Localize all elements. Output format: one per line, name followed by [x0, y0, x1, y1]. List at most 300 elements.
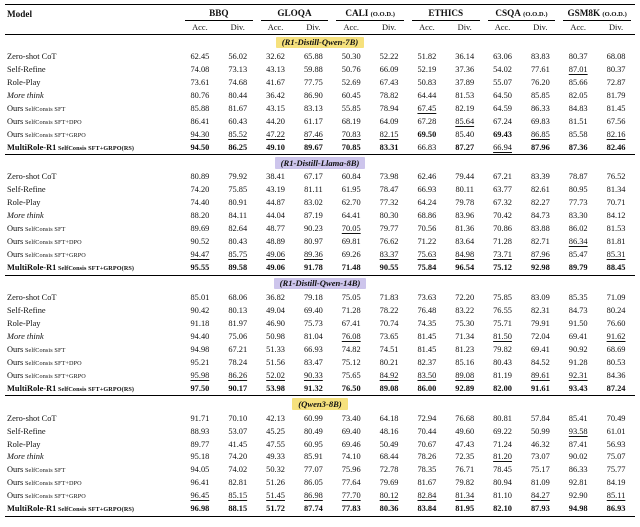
metric-value: 84.73: [568, 306, 588, 315]
metric-cell: [521, 184, 559, 197]
metric-cell: [219, 490, 257, 503]
metric-cell: [181, 382, 219, 395]
metric-value: 81.09: [530, 478, 550, 488]
metric-cell: [181, 477, 219, 490]
metric-value: 48.16: [379, 426, 399, 436]
metric-cell: [294, 50, 332, 63]
metric-value: 81.11: [304, 185, 323, 195]
metric-cell: [446, 438, 484, 451]
metric-cell: [181, 451, 219, 464]
metric-cell: [219, 76, 257, 89]
metric-cell: [484, 438, 522, 451]
metric-cell: [446, 89, 484, 102]
metric-value: 72.20: [455, 293, 475, 303]
table-row: [5, 451, 635, 464]
metric-value: 53.98: [266, 383, 285, 393]
metric-value: 59.88: [303, 64, 323, 74]
metric-cell: [257, 223, 295, 236]
metric-cell: [219, 50, 257, 63]
metric-cell: [521, 305, 559, 318]
metric-value: 94.47: [190, 250, 210, 260]
metric-cell: [219, 249, 257, 262]
metric-cell: [559, 63, 597, 76]
metric-value: 69.22: [493, 426, 512, 436]
metric-value: 80.94: [493, 478, 512, 488]
acc-subheader: Acc.: [343, 22, 360, 32]
metric-cell: [559, 412, 597, 425]
metric-value: 50.99: [530, 426, 550, 436]
row-label: [5, 223, 181, 236]
metric-cell: [370, 184, 408, 197]
metric-cell: [484, 76, 522, 89]
metric-value: 76.08: [341, 331, 361, 341]
metric-cell: [484, 141, 522, 154]
table-row: [5, 305, 635, 318]
metric-cell: [408, 63, 446, 76]
metric-value: 74.40: [190, 198, 210, 208]
row-label-subscript: SelfConsis SFT+GRPO(RS): [56, 506, 135, 514]
metric-cell: [484, 451, 522, 464]
metric-value: 89.77: [190, 439, 210, 449]
col-header-csqa: [484, 5, 560, 22]
metric-cell: [332, 63, 370, 76]
metric-cell: [219, 197, 257, 210]
metric-cell: [484, 343, 522, 356]
metric-cell: [332, 477, 370, 490]
metric-value: 86.34: [568, 237, 588, 247]
metric-value: 93.58: [568, 426, 588, 436]
metric-cell: [257, 369, 295, 382]
metric-value: 88.45: [606, 263, 626, 273]
table-row: [5, 63, 635, 76]
metric-value: 95.55: [190, 263, 210, 273]
metric-value: 86.25: [228, 142, 248, 152]
metric-value: 69.41: [568, 331, 588, 341]
metric-cell: [559, 50, 597, 63]
metric-cell: [597, 141, 635, 154]
metric-value: 82.31: [530, 306, 550, 315]
metric-cell: [332, 369, 370, 382]
metric-value: 60.95: [303, 439, 323, 449]
metric-cell: [370, 477, 408, 490]
metric-value: 94.98: [568, 504, 588, 514]
metric-cell: [257, 382, 295, 395]
metric-cell: [370, 197, 408, 210]
metric-value: 32.62: [266, 51, 285, 61]
metric-cell: [597, 184, 635, 197]
metric-value: 74.68: [228, 77, 248, 87]
metric-cell: [559, 464, 597, 477]
metric-cell: [484, 262, 522, 275]
col-label: BBQ: [209, 8, 229, 18]
metric-cell: [294, 115, 332, 128]
row-label-subscript: SelfConsis SFT+DPO: [23, 118, 82, 126]
metric-value: 44.20: [266, 116, 285, 126]
metric-value: 69.40: [341, 426, 361, 436]
metric-cell: [408, 318, 446, 331]
group-name-badge: (R1-Distill-Qwen-7B): [276, 37, 364, 48]
metric-cell: [370, 343, 408, 356]
metric-cell: [257, 412, 295, 425]
metric-cell: [521, 330, 559, 343]
metric-cell: [332, 184, 370, 197]
metric-cell: [294, 210, 332, 223]
metric-value: 70.56: [417, 224, 437, 234]
metric-cell: [181, 464, 219, 477]
metric-cell: [181, 197, 219, 210]
metric-value: 82.46: [606, 142, 626, 152]
metric-cell: [408, 382, 446, 395]
metric-cell: [257, 197, 295, 210]
metric-cell: [332, 318, 370, 331]
row-label: [5, 236, 181, 249]
metric-cell: [332, 249, 370, 262]
metric-cell: [181, 369, 219, 382]
metric-cell: [597, 382, 635, 395]
div-subheader: Div.: [230, 22, 245, 32]
metric-value: 85.01: [190, 293, 210, 303]
metric-value: 60.99: [303, 413, 323, 423]
metric-cell: [332, 412, 370, 425]
metric-value: 89.08: [379, 383, 399, 393]
metric-value: 91.28: [568, 357, 588, 367]
group-header-row: [5, 275, 635, 291]
metric-cell: [408, 451, 446, 464]
metric-value: 64.24: [417, 198, 437, 208]
metric-cell: [181, 171, 219, 184]
metric-value: 41.45: [228, 439, 248, 449]
metric-value: 84.83: [568, 103, 588, 113]
metric-cell: [521, 102, 559, 115]
metric-value: 67.41: [341, 318, 361, 328]
row-label-text: Ours: [7, 250, 24, 260]
metric-cell: [484, 63, 522, 76]
table-row: [5, 102, 635, 115]
metric-cell: [181, 438, 219, 451]
row-label: [5, 343, 181, 356]
metric-cell: [521, 464, 559, 477]
metric-value: 37.89: [455, 77, 475, 87]
metric-cell: [332, 197, 370, 210]
metric-cell: [219, 223, 257, 236]
metric-value: 79.18: [303, 293, 323, 303]
row-label-text: Self-Refine: [7, 306, 46, 315]
metric-value: 69.81: [341, 237, 361, 247]
metric-value: 80.91: [228, 198, 248, 208]
metric-value: 67.21: [493, 172, 512, 182]
metric-cell: [559, 184, 597, 197]
metric-value: 92.31: [568, 370, 588, 380]
metric-value: 75.84: [417, 263, 437, 273]
metric-cell: [332, 76, 370, 89]
table-row: [5, 438, 635, 451]
metric-value: 64.18: [379, 413, 399, 423]
row-label-text: MultiRole-R1: [7, 142, 57, 152]
metric-cell: [370, 236, 408, 249]
metric-value: 80.11: [455, 185, 474, 195]
row-label-text: Self-Refine: [7, 185, 46, 195]
metric-cell: [257, 330, 295, 343]
metric-value: 78.45: [493, 465, 512, 475]
metric-cell: [294, 369, 332, 382]
metric-value: 70.49: [606, 413, 626, 423]
metric-cell: [181, 115, 219, 128]
metric-value: 76.52: [606, 172, 626, 182]
metric-value: 46.90: [266, 318, 285, 328]
metric-value: 83.64: [455, 237, 475, 247]
metric-value: 87.74: [303, 504, 323, 514]
metric-value: 85.31: [606, 250, 626, 260]
metric-cell: [370, 382, 408, 395]
metric-cell: [597, 425, 635, 438]
table-row: [5, 292, 635, 305]
metric-value: 74.20: [190, 185, 210, 195]
row-label-text: Ours: [7, 224, 24, 234]
metric-cell: [332, 102, 370, 115]
metric-cell: [484, 382, 522, 395]
metric-cell: [294, 262, 332, 275]
metric-value: 53.07: [228, 426, 248, 436]
metric-cell: [257, 305, 295, 318]
row-label-text: Role-Play: [7, 318, 41, 328]
metric-cell: [294, 223, 332, 236]
metric-cell: [521, 438, 559, 451]
metric-value: 92.81: [568, 478, 588, 488]
metric-cell: [597, 249, 635, 262]
metric-cell: [219, 102, 257, 115]
metric-cell: [257, 249, 295, 262]
metric-cell: [484, 292, 522, 305]
metric-value: 85.41: [568, 413, 588, 423]
metric-cell: [181, 262, 219, 275]
metric-value: 94.98: [190, 344, 210, 354]
metric-value: 80.36: [379, 504, 399, 514]
metric-value: 96.54: [455, 263, 475, 273]
metric-value: 68.19: [341, 116, 361, 126]
metric-cell: [294, 477, 332, 490]
metric-cell: [370, 503, 408, 516]
metric-cell: [559, 197, 597, 210]
metric-value: 62.45: [190, 51, 210, 61]
metric-cell: [597, 262, 635, 275]
metric-cell: [257, 490, 295, 503]
metric-value: 50.49: [379, 439, 399, 449]
metric-value: 78.24: [228, 357, 248, 367]
metric-cell: [332, 425, 370, 438]
metric-value: 79.78: [455, 198, 475, 208]
acc-subheader: Acc.: [494, 22, 511, 32]
row-label-subscript: SelfConsis SFT+GRPO: [23, 252, 86, 260]
group-header-cell: [5, 396, 635, 412]
metric-cell: [521, 50, 559, 63]
metric-cell: [521, 292, 559, 305]
metric-cell: [559, 382, 597, 395]
metric-cell: [257, 102, 295, 115]
metric-value: 60.45: [341, 90, 361, 100]
results-table: [5, 4, 635, 517]
metric-value: 76.48: [417, 306, 437, 315]
metric-value: 69.26: [341, 250, 361, 260]
metric-cell: [332, 305, 370, 318]
metric-value: 81.67: [228, 103, 248, 113]
metric-cell: [446, 236, 484, 249]
metric-value: 86.41: [190, 116, 210, 126]
metric-value: 84.73: [530, 211, 550, 221]
metric-value: 85.11: [606, 491, 626, 501]
metric-cell: [484, 318, 522, 331]
div-subheader: Div.: [533, 22, 548, 32]
metric-cell: [446, 477, 484, 490]
metric-value: 94.05: [190, 465, 210, 475]
metric-cell: [370, 262, 408, 275]
metric-value: 89.36: [303, 250, 323, 260]
metric-cell: [446, 464, 484, 477]
metric-value: 80.37: [606, 64, 626, 74]
metric-value: 82.84: [417, 491, 437, 501]
metric-cell: [294, 343, 332, 356]
col-header-gloqa-rule: [261, 6, 329, 21]
metric-value: 85.16: [455, 357, 475, 367]
metric-value: 42.13: [266, 413, 285, 423]
metric-value: 87.27: [455, 142, 475, 152]
metric-value: 50.30: [341, 51, 361, 61]
metric-cell: [559, 343, 597, 356]
metric-cell: [446, 318, 484, 331]
metric-value: 89.79: [568, 263, 588, 273]
col-header-csqa-rule: [488, 6, 556, 21]
metric-cell: [446, 128, 484, 141]
metric-value: 70.10: [228, 413, 248, 423]
metric-value: 71.28: [341, 306, 361, 315]
metric-cell: [219, 236, 257, 249]
metric-value: 81.04: [303, 331, 323, 341]
metric-value: 83.31: [379, 142, 399, 152]
metric-value: 67.45: [417, 103, 437, 113]
div-subheader: Div.: [306, 22, 321, 32]
metric-cell: [332, 50, 370, 63]
metric-cell: [219, 305, 257, 318]
metric-value: 72.35: [455, 452, 475, 462]
metric-value: 94.30: [190, 129, 210, 139]
table-row: [5, 128, 635, 141]
metric-value: 76.20: [530, 77, 550, 87]
metric-value: 50.98: [266, 331, 285, 341]
metric-value: 89.67: [303, 142, 323, 152]
metric-cell: [446, 490, 484, 503]
metric-value: 68.44: [379, 452, 399, 462]
metric-cell: [484, 197, 522, 210]
metric-value: 37.36: [455, 64, 475, 74]
metric-cell: [219, 330, 257, 343]
col-header-ethics: [408, 5, 484, 22]
metric-cell: [446, 115, 484, 128]
metric-value: 77.07: [303, 465, 323, 475]
metric-value: 85.66: [568, 77, 588, 87]
group-name-badge: (R1-Distill-Qwen-14B): [274, 278, 367, 289]
metric-value: 71.48: [341, 263, 361, 273]
row-label-text: MultiRole-R1: [7, 504, 57, 514]
metric-value: 57.84: [530, 413, 550, 423]
metric-value: 43.13: [266, 64, 285, 74]
metric-value: 70.42: [493, 211, 512, 221]
row-label: [5, 292, 181, 305]
metric-value: 67.43: [379, 77, 399, 87]
metric-cell: [408, 464, 446, 477]
row-label: [5, 305, 181, 318]
metric-cell: [219, 503, 257, 516]
metric-value: 87.41: [568, 439, 588, 449]
metric-value: 68.69: [606, 344, 626, 354]
metric-value: 82.05: [568, 90, 588, 100]
metric-value: 96.45: [190, 491, 210, 501]
metric-cell: [219, 382, 257, 395]
metric-cell: [559, 171, 597, 184]
metric-cell: [332, 223, 370, 236]
metric-cell: [446, 330, 484, 343]
metric-cell: [294, 425, 332, 438]
metric-cell: [446, 197, 484, 210]
metric-value: 75.71: [493, 318, 512, 328]
metric-value: 85.88: [190, 103, 210, 113]
table-row: [5, 115, 635, 128]
metric-value: 67.21: [228, 344, 248, 354]
metric-cell: [521, 369, 559, 382]
metric-value: 89.69: [190, 224, 210, 234]
metric-value: 84.52: [530, 357, 550, 367]
metric-value: 72.78: [379, 465, 399, 475]
metric-value: 76.71: [455, 465, 475, 475]
metric-cell: [370, 249, 408, 262]
metric-cell: [408, 292, 446, 305]
metric-cell: [521, 343, 559, 356]
metric-cell: [294, 76, 332, 89]
metric-value: 51.72: [266, 504, 285, 514]
row-label: [5, 249, 181, 262]
metric-value: 81.45: [417, 344, 437, 354]
metric-cell: [597, 369, 635, 382]
metric-value: 67.17: [303, 172, 323, 182]
metric-value: 64.50: [493, 90, 512, 100]
metric-cell: [408, 115, 446, 128]
metric-cell: [597, 171, 635, 184]
metric-cell: [257, 451, 295, 464]
metric-value: 84.92: [379, 370, 399, 380]
metric-value: 85.15: [228, 491, 248, 501]
metric-cell: [332, 382, 370, 395]
metric-cell: [484, 477, 522, 490]
table-row: [5, 318, 635, 331]
metric-cell: [446, 503, 484, 516]
metric-value: 83.37: [379, 250, 399, 260]
metric-value: 80.12: [379, 491, 399, 501]
metric-cell: [559, 356, 597, 369]
table-row: [5, 223, 635, 236]
metric-cell: [181, 356, 219, 369]
metric-value: 86.90: [303, 90, 323, 100]
metric-cell: [294, 249, 332, 262]
metric-value: 76.60: [606, 318, 626, 328]
metric-cell: [484, 464, 522, 477]
row-label-subscript: SelfConsis SFT: [23, 346, 66, 354]
metric-value: 71.34: [455, 331, 475, 341]
metric-value: 90.23: [303, 224, 323, 234]
metric-cell: [408, 343, 446, 356]
metric-cell: [219, 128, 257, 141]
metric-cell: [408, 102, 446, 115]
metric-cell: [559, 318, 597, 331]
metric-value: 89.08: [455, 370, 475, 380]
row-label-text: More think: [7, 452, 44, 462]
